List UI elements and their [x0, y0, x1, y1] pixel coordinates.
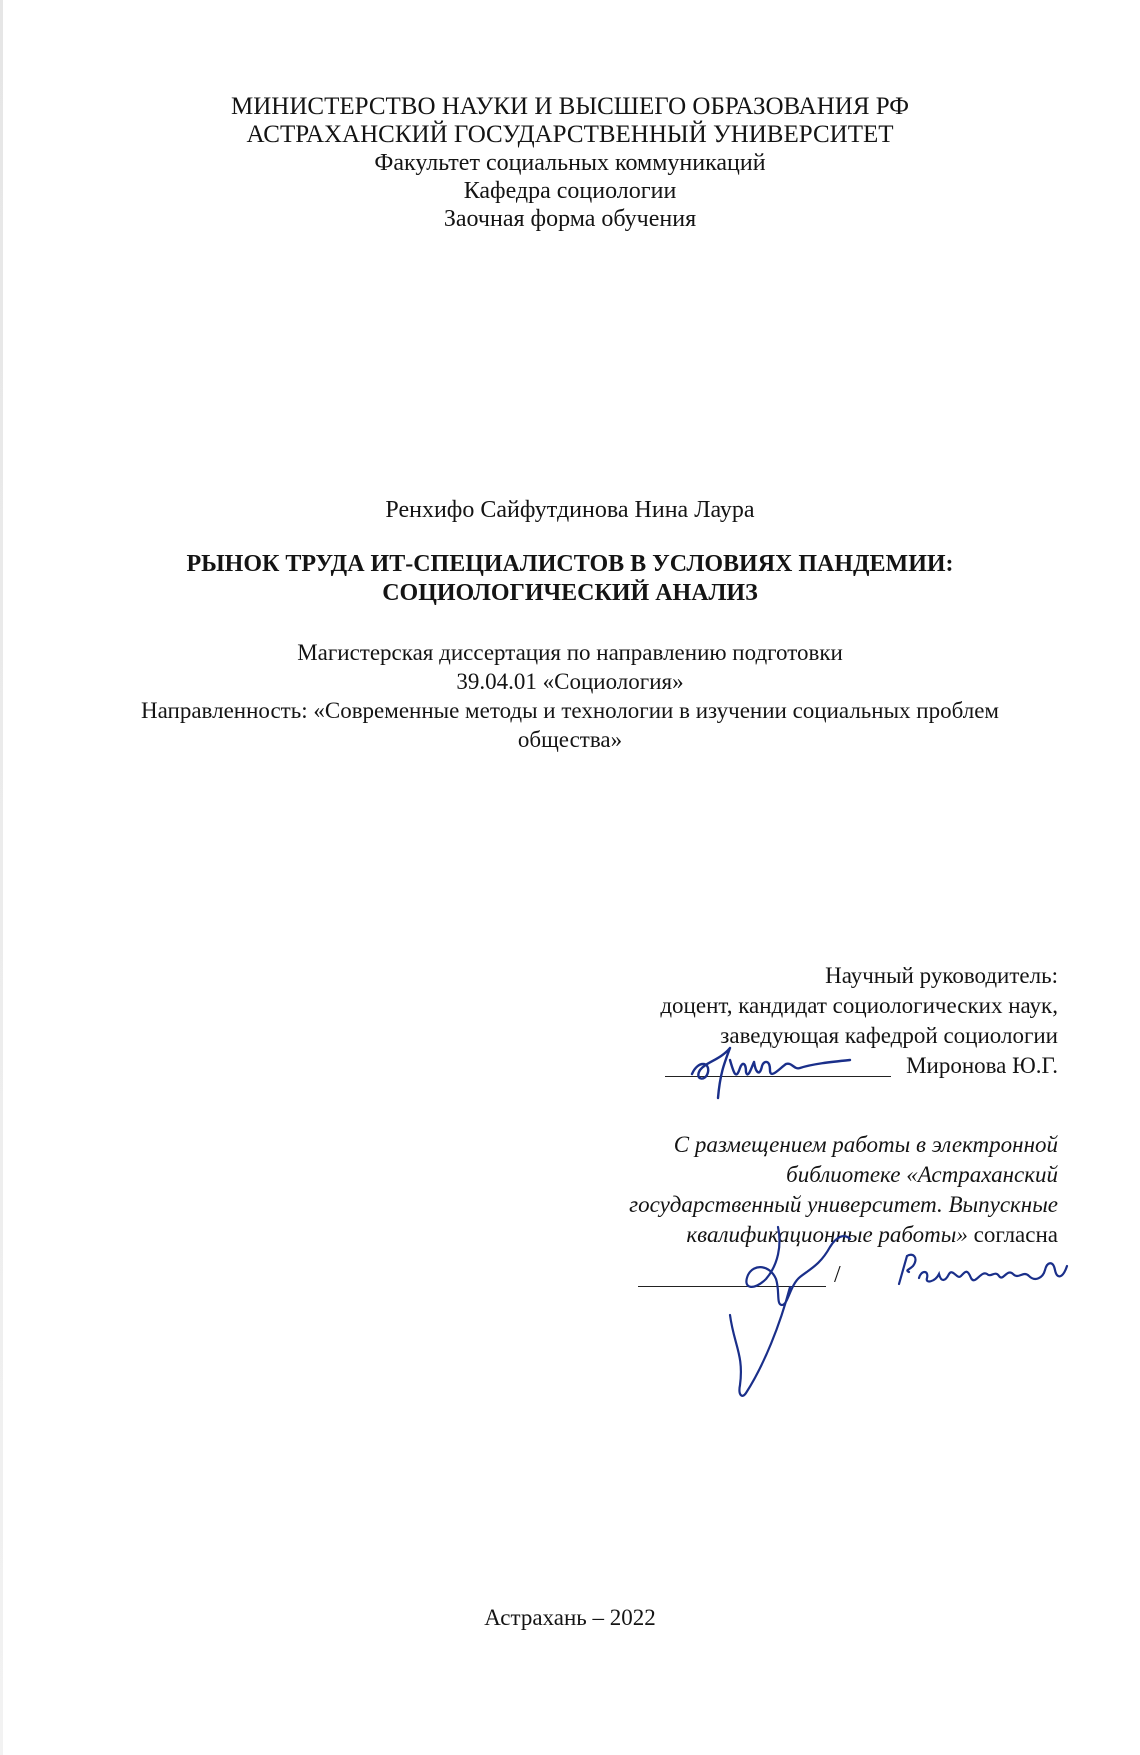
- consent-line-2: библиотеке «Астраханский: [786, 1162, 1058, 1187]
- city-year: Астрахань – 2022: [484, 1605, 656, 1630]
- thesis-title-line-1: РЫНОК ТРУДА ИТ-СПЕЦИАЛИСТОВ В УСЛОВИЯХ ПАНДЕМИИ:: [186, 551, 954, 577]
- university-name: АСТРАХАНСКИЙ ГОСУДАРСТВЕННЫЙ УНИВЕРСИТЕТ: [246, 121, 894, 148]
- consent-agree: согласна: [973, 1222, 1058, 1247]
- department-name: Кафедра социологии: [463, 178, 677, 204]
- supervisor-degree: доцент, кандидат социологических наук,: [660, 993, 1058, 1018]
- supervisor-name: Миронова Ю.Г.: [906, 1053, 1058, 1078]
- author-signature-mark: [720, 1225, 860, 1400]
- supervisor-signature: [690, 1040, 860, 1100]
- supervisor-label: Научный руководитель:: [825, 963, 1058, 988]
- supervisor-position: заведующая кафедрой социологии: [720, 1023, 1058, 1048]
- signature-separator: /: [834, 1262, 841, 1288]
- consent-line-4-italic: квалификационные работы»: [686, 1222, 968, 1247]
- thesis-title: [110, 550, 1030, 608]
- author-name: Ренхифо Сайфутдинова Нина Лаура: [385, 497, 755, 523]
- consent-line-3: государственный университет. Выпускные: [629, 1192, 1058, 1217]
- thesis-title-line-2: СОЦИОЛОГИЧЕСКИЙ АНАЛИЗ: [382, 580, 758, 606]
- study-form: Заочная форма обучения: [443, 206, 697, 232]
- subtitle-line-2: 39.04.01 «Социология»: [456, 669, 684, 694]
- scan-edge: [0, 0, 3, 1755]
- ministry-name: МИНИСТЕРСТВО НАУКИ И ВЫСШЕГО ОБРАЗОВАНИЯ РФ: [231, 93, 909, 120]
- subtitle-line-4: общества»: [517, 727, 623, 752]
- author-signature-name: [895, 1248, 1075, 1298]
- faculty-name: Факультет социальных коммуникаций: [374, 150, 766, 176]
- thesis-subtitle: [100, 638, 1040, 754]
- subtitle-line-1: Магистерская диссертация по направлению подготовки: [297, 640, 843, 665]
- subtitle-line-3: Направленность: «Современные методы и технологии в изучении социальных проблем: [141, 698, 999, 723]
- institution-header: [0, 93, 1140, 233]
- consent-line-1: С размещением работы в электронной: [673, 1132, 1058, 1157]
